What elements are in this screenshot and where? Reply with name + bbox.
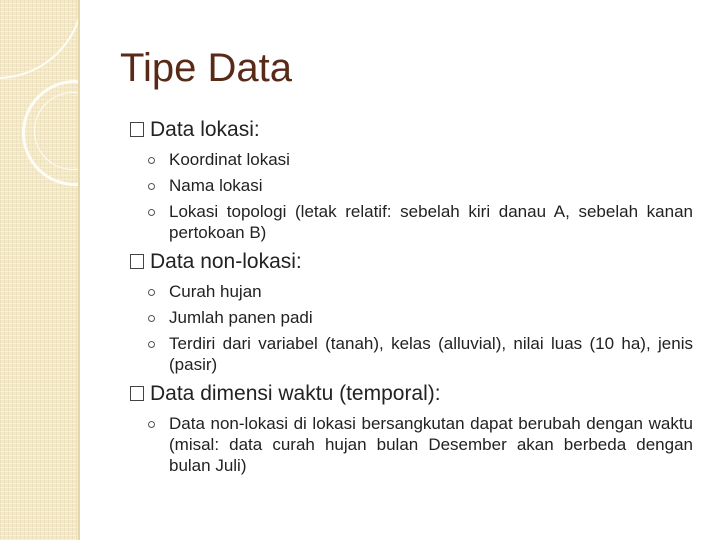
section-data-lokasi <box>128 116 693 243</box>
level1-bullet <box>128 380 693 408</box>
sub-bullet-text: Koordinat lokasi <box>169 150 290 169</box>
band-edge-line <box>78 0 80 540</box>
sub-bullet <box>146 175 693 196</box>
section-data-non-lokasi <box>128 248 693 375</box>
sub-bullet <box>146 307 693 328</box>
square-bullet-icon <box>130 254 144 269</box>
ring-bullet-icon <box>148 289 155 296</box>
sub-bullet-list <box>128 281 693 375</box>
square-bullet-icon <box>130 386 144 401</box>
sub-bullet-text: Terdiri dari variabel (tanah), kelas (alluvial), nilai luas (10 ha), jenis (pasir) <box>169 334 693 374</box>
ring-bullet-icon <box>148 315 155 322</box>
sub-bullet <box>146 333 693 375</box>
level1-bullet <box>128 116 693 144</box>
level1-text: Data non-lokasi: <box>150 250 302 273</box>
sub-bullet-text: Lokasi topologi (letak relatif: sebelah kiri danau A, sebelah kanan pertokoan B) <box>169 202 693 242</box>
sub-bullet-list <box>128 149 693 243</box>
sub-bullet <box>146 281 693 302</box>
slide-content <box>128 116 693 481</box>
ring-bullet-icon <box>148 157 155 164</box>
level1-text: Data lokasi: <box>150 118 260 141</box>
sub-bullet-list <box>128 413 693 476</box>
sub-bullet <box>146 149 693 170</box>
sub-bullet-text: Jumlah panen padi <box>169 308 313 327</box>
sub-bullet-text: Curah hujan <box>169 282 262 301</box>
ring-bullet-icon <box>148 183 155 190</box>
square-bullet-icon <box>130 122 144 137</box>
decorative-side-band <box>0 0 80 540</box>
decorative-ring <box>0 0 80 79</box>
sub-bullet-text: Data non-lokasi di lokasi bersangkutan dapat berubah dengan waktu (misal: data curah hujan bulan Desember akan berbeda dengan bulan Juli) <box>169 414 693 475</box>
sub-bullet <box>146 201 693 243</box>
sub-bullet-text: Nama lokasi <box>169 176 263 195</box>
ring-bullet-icon <box>148 421 155 428</box>
level1-bullet <box>128 248 693 276</box>
ring-bullet-icon <box>148 341 155 348</box>
level1-text: Data dimensi waktu (temporal): <box>150 382 441 405</box>
section-data-temporal <box>128 380 693 476</box>
sub-bullet <box>146 413 693 476</box>
slide-title: Tipe Data <box>120 46 292 90</box>
ring-bullet-icon <box>148 209 155 216</box>
